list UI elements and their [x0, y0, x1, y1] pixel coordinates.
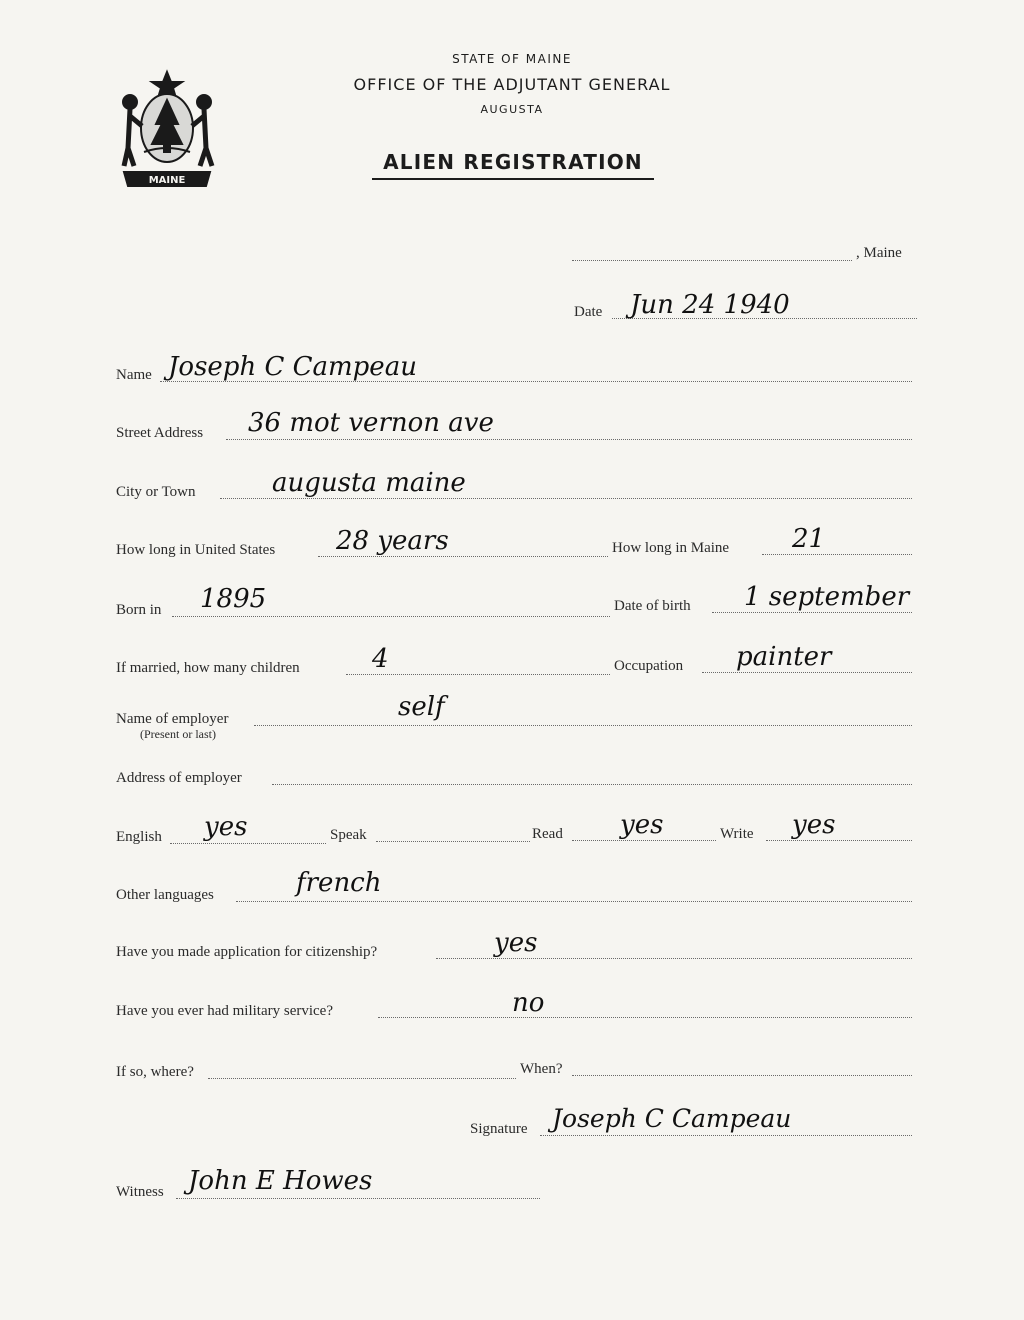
street-address-label: Street Address: [116, 425, 204, 441]
speak-label: Speak: [330, 827, 367, 843]
english-label: English: [116, 829, 162, 845]
born-in-field[interactable]: [172, 616, 610, 617]
children-value: 4: [372, 644, 389, 674]
name-label: Name: [116, 367, 152, 383]
date-of-birth-value: 1 september: [744, 582, 910, 612]
other-languages-value: french: [296, 868, 382, 898]
header-office: OFFICE OF THE ADJUTANT GENERAL: [353, 75, 671, 94]
date-value: Jun 24 1940: [630, 290, 790, 320]
born-in-value: 1895: [200, 584, 267, 614]
how-long-maine-field[interactable]: [762, 554, 912, 555]
citizenship-value: yes: [494, 928, 538, 958]
other-languages-label: Other languages: [116, 887, 214, 903]
place-suffix: , Maine: [856, 245, 902, 261]
write-value: yes: [792, 810, 836, 840]
citizenship-field[interactable]: [436, 958, 912, 959]
write-field[interactable]: [766, 840, 912, 841]
employer-address-label: Address of employer: [116, 770, 242, 786]
name-value: Joseph C Campeau: [168, 352, 417, 382]
read-field[interactable]: [572, 840, 716, 841]
when-field[interactable]: [572, 1075, 912, 1076]
where-label: If so, where?: [116, 1064, 194, 1080]
read-value: yes: [620, 810, 664, 840]
city-label: City or Town: [116, 484, 196, 500]
military-value: no: [512, 988, 545, 1018]
citizenship-label: Have you made application for citizenship?: [116, 944, 378, 960]
english-value: yes: [204, 812, 248, 842]
employer-label: Name of employer: [116, 711, 229, 727]
date-of-birth-field[interactable]: [712, 612, 912, 613]
children-label: If married, how many children: [116, 660, 300, 676]
signature-label: Signature: [470, 1121, 528, 1137]
date-of-birth-label: Date of birth: [614, 598, 691, 614]
how-long-us-label: How long in United States: [116, 542, 276, 558]
when-label: When?: [520, 1061, 563, 1077]
date-label: Date: [574, 304, 603, 320]
signature-value: Joseph C Campeau: [552, 1104, 792, 1133]
street-address-value: 36 mot vernon ave: [248, 408, 494, 438]
employer-field[interactable]: [254, 725, 912, 726]
form-title: ALIEN REGISTRATION: [372, 150, 654, 180]
write-label: Write: [720, 826, 754, 842]
children-field[interactable]: [346, 674, 610, 675]
how-long-us-value: 28 years: [336, 526, 449, 556]
speak-field[interactable]: [376, 841, 530, 842]
read-label: Read: [532, 826, 563, 842]
signature-field[interactable]: [540, 1135, 912, 1136]
military-label: Have you ever had military service?: [116, 1003, 333, 1019]
header-state: STATE OF MAINE: [452, 52, 572, 66]
witness-value: John E Howes: [188, 1166, 373, 1196]
header-city: AUGUSTA: [480, 103, 544, 116]
seal-banner-text: MAINE: [148, 175, 186, 186]
city-field[interactable]: [220, 498, 912, 499]
born-in-label: Born in: [116, 602, 162, 618]
city-value: augusta maine: [272, 468, 466, 498]
witness-label: Witness: [116, 1184, 164, 1200]
how-long-maine-value: 21: [792, 524, 826, 554]
occupation-value: painter: [736, 642, 832, 672]
how-long-us-field[interactable]: [318, 556, 608, 557]
english-field[interactable]: [170, 843, 326, 844]
street-address-field[interactable]: [226, 439, 912, 440]
military-field[interactable]: [378, 1017, 912, 1018]
employer-sublabel: (Present or last): [140, 727, 216, 741]
how-long-maine-label: How long in Maine: [612, 540, 730, 556]
place-field[interactable]: [572, 260, 852, 261]
employer-value: self: [398, 692, 445, 722]
where-field[interactable]: [208, 1078, 516, 1079]
occupation-field[interactable]: [702, 672, 912, 673]
occupation-label: Occupation: [614, 658, 684, 674]
witness-field[interactable]: [176, 1198, 540, 1199]
other-languages-field[interactable]: [236, 901, 912, 902]
employer-address-field[interactable]: [272, 784, 912, 785]
